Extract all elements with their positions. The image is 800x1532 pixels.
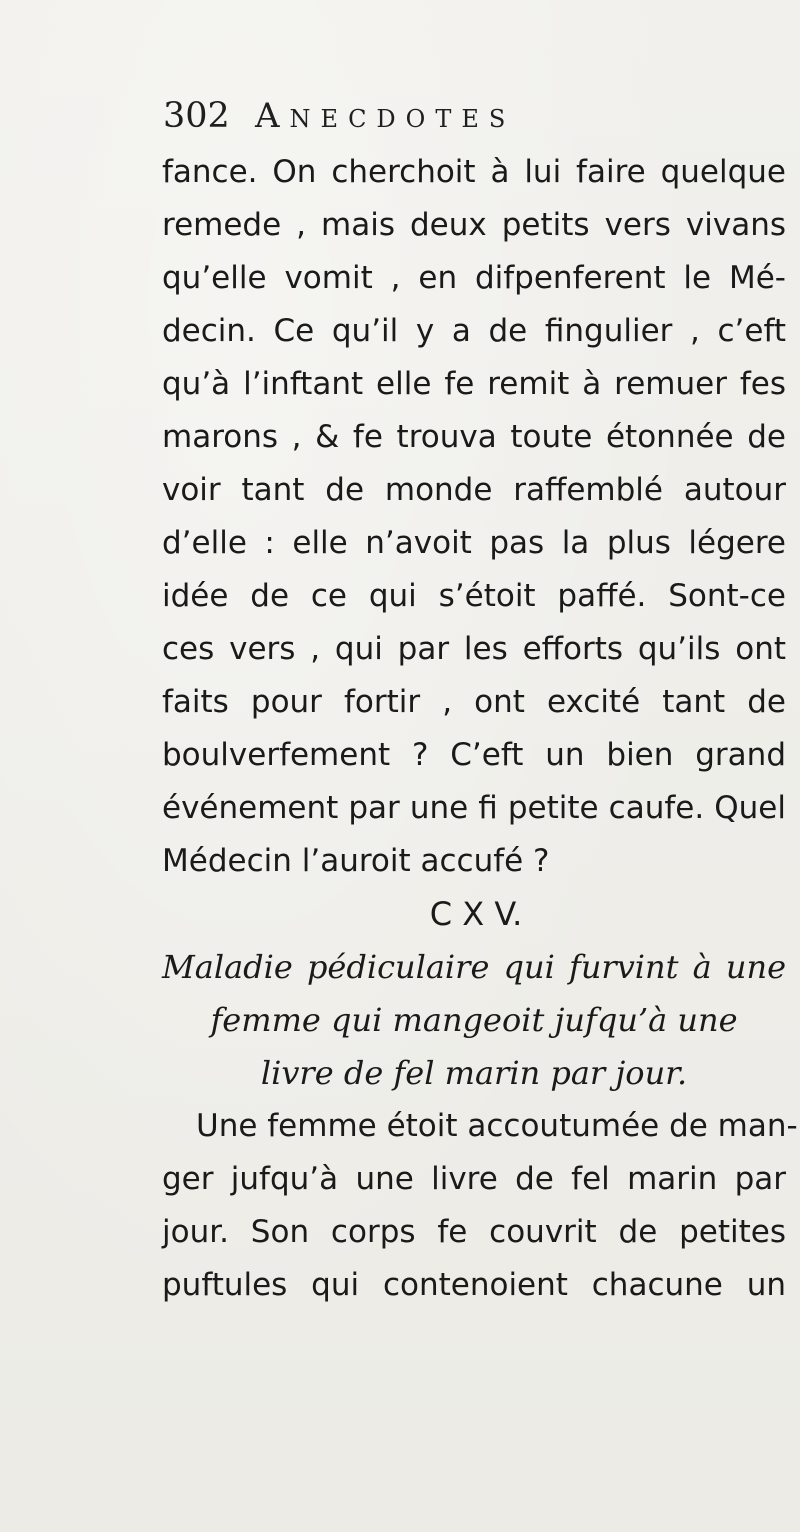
page-number: 302 bbox=[163, 96, 230, 136]
text-line: Une femme étoit accoutumée de man- bbox=[196, 1108, 798, 1144]
text-line: qu’à l’inftant elle fe remit à remuer fes bbox=[162, 366, 786, 402]
page-header bbox=[163, 92, 723, 140]
section-title-line: femme qui mangeoit jufqu’à une bbox=[210, 1001, 738, 1039]
text-line: faits pour fortir , ont excité tant de bbox=[162, 684, 786, 720]
text-line: decin. Ce qu’il y a de fingulier , c’eft bbox=[162, 313, 786, 349]
page-body bbox=[162, 146, 798, 1312]
text-line: ger jufqu’à une livre de fel marin par bbox=[162, 1161, 786, 1197]
text-line: qu’elle vomit , en difpenferent le Mé- bbox=[162, 260, 786, 296]
text-line: boulverfement ? C’eft un bien grand bbox=[162, 737, 786, 773]
section-number: C X V. bbox=[429, 895, 523, 933]
section-title-line: Maladie pédiculaire qui furvint à une bbox=[162, 948, 786, 986]
text-line: marons , & fe trouva toute étonnée de bbox=[162, 419, 786, 455]
text-line: événement par une fi petite caufe. Quel bbox=[162, 790, 786, 826]
running-head: Anecdotes bbox=[255, 96, 516, 136]
text-line: idée de ce qui s’étoit paffé. Sont-ce bbox=[162, 578, 786, 614]
text-line: fance. On cherchoit à lui faire quelque bbox=[162, 154, 786, 190]
text-line: remede , mais deux petits vers vivans bbox=[162, 207, 786, 243]
text-line: jour. Son corps fe couvrit de petites bbox=[162, 1214, 786, 1250]
text-line: Médecin l’auroit accufé ? bbox=[162, 843, 550, 879]
section-title-line: livre de fel marin par jour. bbox=[260, 1054, 688, 1092]
text-line: d’elle : elle n’avoit pas la plus légere bbox=[162, 525, 786, 561]
text-line: ces vers , qui par les efforts qu’ils ont bbox=[162, 631, 786, 667]
text-line: puftules qui contenoient chacune un bbox=[162, 1267, 786, 1303]
text-line: voir tant de monde raffemblé autour bbox=[162, 472, 786, 508]
